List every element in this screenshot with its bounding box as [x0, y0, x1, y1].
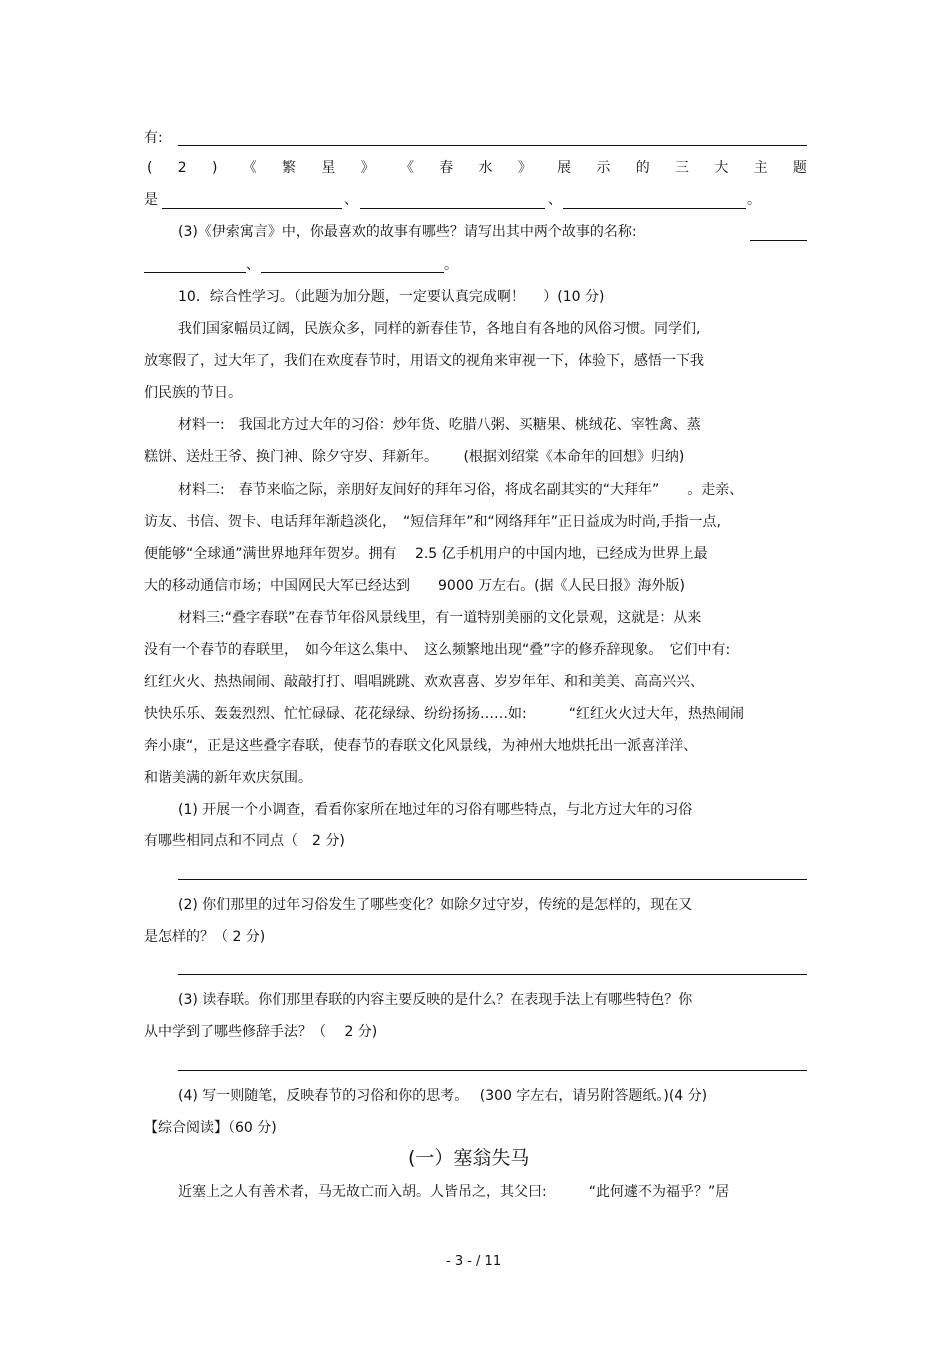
- q9-item2-line: [147, 159, 807, 177]
- q10-intro-line: 们民族的节日。: [144, 385, 242, 401]
- spaced-char: ): [211, 160, 218, 176]
- sub-question-2-cont: 是怎样的？（ 2 分): [144, 929, 266, 945]
- q9-line3-prefix: 是: [144, 192, 158, 208]
- spaced-char: 主: [753, 160, 768, 176]
- material2-line: 材料二: 春节来临之际，亲朋好友间好的拜年习俗，将成名副其实的“大拜年” 。走亲、: [178, 482, 744, 498]
- spaced-char: 2: [177, 160, 187, 176]
- answer-blank[interactable]: [750, 240, 807, 241]
- q10-intro-line: 我们国家幅员辽阔，民族众多，同样的新春佳节，各地自有各地的风俗习惯。同学们,: [178, 321, 701, 337]
- spaced-char: 的: [635, 160, 650, 176]
- answer-line[interactable]: [178, 879, 807, 880]
- sub-question-3-cont: 从中学到了哪些修辞手法？（ 2 分): [144, 1024, 378, 1040]
- material2-line: 大的移动通信市场；中国网民大军已经达到 9000 万左右。(据《人民日报》海外版): [144, 578, 686, 594]
- answer-line[interactable]: [178, 974, 807, 975]
- answer-blank[interactable]: [563, 208, 746, 209]
- spaced-char: 水: [478, 160, 493, 176]
- q9-item3-text: (3)《伊索寓言》中，你最喜欢的故事有哪些？请写出其中两个故事的名称:: [178, 224, 637, 240]
- material3-line: 红红火火、热热闹闹、敲敲打打、唱唱跳跳、欢欢喜喜、岁岁年年、和和美美、高高兴兴、: [144, 674, 704, 690]
- sub-question-2: (2) 你们那里的过年习俗发生了哪些变化？如除夕过守岁，传统的是怎样的，现在又: [178, 897, 693, 913]
- reading-heading: 【综合阅读】（60 分): [144, 1120, 277, 1136]
- material3-line: 和谐美满的新年欢庆氛围。: [144, 770, 312, 786]
- material3-line: 快快乐乐、轰轰烈烈、忙忙碌碌、花花绿绿、纷纷扬扬……如: “红红火火过大年，热热闹闹: [144, 706, 744, 722]
- passage-first-line: 近塞上之人有善术者，马无故亡而入胡。人皆吊之，其父曰: “此何遽不为福乎？”居: [178, 1184, 730, 1200]
- spaced-char: 》: [360, 160, 375, 176]
- spaced-char: 题: [792, 160, 807, 176]
- material3-line: 没有一个春节的春联里， 如今年这么集中、 这么频繁地出现“叠”字的修乔辞现象。 它们中有:: [144, 642, 731, 658]
- spaced-char: 示: [596, 160, 611, 176]
- sub-question-4: (4) 写一则随笔，反映春节的习俗和你的思考。 (300 字左右，请另附答题纸。)(4 分): [178, 1088, 708, 1104]
- answer-blank[interactable]: [144, 272, 246, 273]
- spaced-char: 》: [517, 160, 532, 176]
- q10-heading: 10．综合性学习。（此题为加分题，一定要认真完成啊！ ）(10 分): [178, 289, 605, 305]
- spaced-char: 星: [321, 160, 336, 176]
- spaced-char: 大: [714, 160, 729, 176]
- spaced-char: 繁: [282, 160, 297, 176]
- material2-line: 访友、书信、贺卡、电话拜年渐趋淡化， “短信拜年”和“网络拜年”正日益成为时尚,手指一点,: [144, 514, 721, 530]
- sub-question-3: (3) 读春联。你们那里春联的内容主要反映的是什么？在表现手法上有哪些特色？你: [178, 992, 693, 1008]
- spaced-char: 展: [557, 160, 572, 176]
- sub-question-1: (1) 开展一个小调查，看看你家所在地过年的习俗有哪些特点，与北方过大年的习俗: [178, 802, 693, 818]
- q9-line1-prefix: 有:: [144, 130, 163, 146]
- material2-line: 便能够“全球通”满世界地拜年贺岁。拥有 2.5 亿手机用户的中国内地，已经成为世界上最: [144, 546, 708, 562]
- material1-line: 糕饼、送灶王爷、换门神、除夕守岁、拜新年。 (根据刘绍棠《本命年的回想》归纳): [144, 449, 685, 465]
- page-number: - 3 - / 11: [446, 1254, 502, 1269]
- spaced-char: 《: [242, 160, 257, 176]
- material3-line: 材料三:“叠字春联”在春节年俗风景线里，有一道特别美丽的文化景观，这就是：从来: [178, 610, 702, 626]
- answer-blank[interactable]: [178, 145, 807, 146]
- answer-blank[interactable]: [360, 208, 545, 209]
- answer-line[interactable]: [178, 1070, 807, 1071]
- spaced-char: 三: [675, 160, 690, 176]
- separator: 、: [548, 192, 562, 208]
- material1-line: 材料一: 我国北方过大年的习俗：炒年货、吃腊八粥、买糖果、桃绒花、宰牲禽、蒸: [178, 417, 701, 433]
- spaced-char: 春: [439, 160, 454, 176]
- sentence-end: 。: [444, 257, 458, 273]
- passage-title: (一）塞翁失马: [408, 1147, 530, 1169]
- spaced-char: 《: [399, 160, 414, 176]
- material3-line: 奔小康“，正是这些叠字春联，使春节的春联文化风景线，为神州大地烘托出一派喜洋洋、: [144, 738, 698, 754]
- separator: 、: [246, 257, 260, 273]
- sub-question-1-cont: 有哪些相同点和不同点（ 2 分): [144, 833, 345, 849]
- separator: 、: [344, 192, 358, 208]
- sentence-end: 。: [747, 192, 761, 208]
- q10-intro-line: 放寒假了，过大年了，我们在欢度春节时，用语文的视角来审视一下，体验下，感悟一下我: [144, 353, 704, 369]
- answer-blank[interactable]: [162, 208, 342, 209]
- answer-blank[interactable]: [261, 272, 444, 273]
- spaced-char: (: [147, 160, 153, 176]
